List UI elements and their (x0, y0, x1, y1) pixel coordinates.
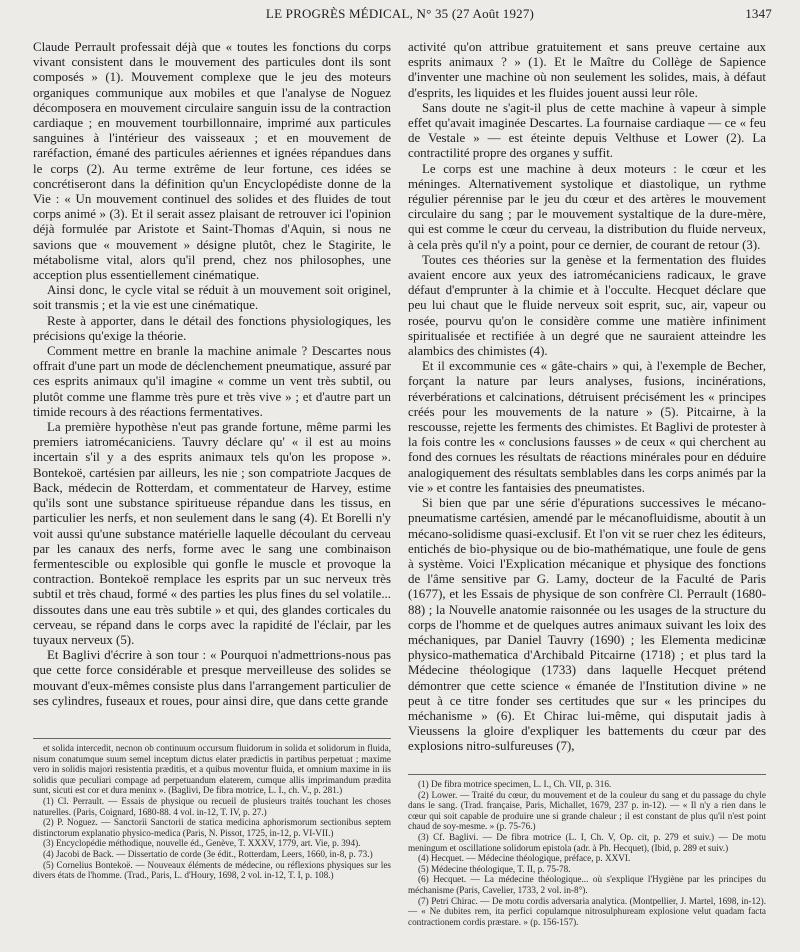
footnote: (1) De fibra motrice specimen, L. I., Ch. VII, p. 316. (418, 779, 612, 789)
paragraph: Toutes ces théories sur la genèse et la fermentation des fluides avaient encore aux yeux des iatromécaniciens radicaux, le grave défaut d'emprunter à la chimie et à l'occulte. Hecquet déclare que peu lui chaut que le fluide nerveux soit esprit, suc, air, vapeur ou rosée, pourvu qu'on le considère comme une matière infiniment spiritualisée et rectifiée à un degré que ne sauraient atteindre les alambics des chimistes (4). (408, 252, 766, 359)
paragraph: La première hypothèse n'eut pas grande fortune, même parmi les premiers iatromécaniciens. Tauvry déclare qu' « il est au moins incertain s'il y a des esprits animaux tels qu'on les propose ». Bontekoë, cartésien par ailleurs, les nie ; son compatriote Jacques de Back, médecin de Rotterdam, et commentateur de Harvey, estime qu'ils sont une substance spiritueuse répandue dans les tissus, en particulier les nerfs, et non seulement dans le sang (4). Et Borelli n'y voit aussi qu'une substance matérielle laquelle découlant du cerveau par les canaux des nerfs, forme avec le sang une combinaison fermentescible ou explosible qui gonfle le muscle et provoque la contraction. Bontekoë remplace les esprits par un suc nerveux très subtil et très chaud, formé « des parties les plus fines du sel volatile... dissoutes dans une eau très subtile » et qui, des glandes corticales du cerveau, se répand dans le corps avec la rapidité de l'éclair, par les tuyaux nerveux (5). (33, 420, 391, 647)
footnote: (3) Encyclopédie méthodique, nouvelle éd., Genève, T. XXXV, 1779, art. Vie, p. 394). (43, 838, 361, 849)
paragraph: Comment mettre en branle la machine animale ? Descartes nous offrait d'une part un mode de déclenchement pneumatique, assuré par ces esprits animaux qu'il imagine « comme un vent très subtil, ou plutôt comme une flamme très pure et très vive » ; et d'autre part un timide recours à des réactions fermentatives. (33, 344, 391, 419)
footnote: (5) Médecine théologique, T. II, p. 75-78. (418, 863, 571, 874)
footnote: (4) Jacobi de Back. — Dissertatio de corde (3e édit., Rotterdam, Leers, 1660, in-8, p. 73.) (43, 848, 373, 859)
paragraph: Claude Perrault professait déjà que « toutes les fonctions du corps vivant consistent dans le mouvement des particules dont ils sont composés » (1). Mouvement complexe que le jeu des moteurs organiques communique aux mobiles et que l'analyse de Noguez décomposera en mouvement circulaire sanguin issu de la contraction cardiaque ; en mouvement tourbillonnaire, imprimé aux particules sanguines à l'intérieur des vaisseaux ; et en mouvement de raréfaction, émané des particules aériennes et ignées répandues dans le corps (2). Au terme extrême de leur fortune, ces idées se concrétiseront dans la définition qu'un Encyclopédiste donne de la Vie : « Un mouvement continuel des solides et des fluides de tout corps animé » (3). Et il serait assez plaisant de retrouver ici l'opinion déjà formulée par Aristote et Saint-Thomas d'Aquin, si nous ne savions que « mouvement » désigne plutôt, chez le Stagirite, le métabolisme vital, alors qu'il prend, chez nos philosophes, une acception plus essentiellement cinématique. (33, 40, 391, 283)
footnote: (2) P. Noguez. — Sanctorii Sanctorii de statica medicina aphorismorum sectionibus septem distinctorum explanatio physico-medica (Paris, N. Pissot, 1725, in-12, p. VI-VII.) (33, 817, 391, 838)
footnote-rule (408, 774, 766, 775)
footnote: (1) Cl. Perrault. — Essais de physique ou recueil de plusieurs traités touchant les choses naturelles. (Paris, Coignard, 1680-88. 4 vol. in-12, T. IV, p. 27.) (33, 795, 391, 817)
journal-title: LE PROGRÈS MÉDICAL, N° 35 (27 Août 1927) (265, 6, 535, 21)
footnote: (4) Hecquet. — Médecine théologique, préface, p. XXVI. (418, 853, 631, 864)
page-number: 1347 (745, 6, 772, 21)
paragraph: Le corps est une machine à deux moteurs : le cœur et les méninges. Alternativement systolique et diastolique, un rythme régulier pérennise par le jeu du cœur et des artères le mouvement circulaire du sang ; par le mouvement systaltique de la dure-mère, qui est comme le cœur du cerveau, la distribution du fluide nerveux, à cela près qu'il n'y a point, pour ce dernier, de courant de retour (3). (408, 161, 766, 252)
paragraph: Et il excommunie ces « gâte-chairs » qui, à l'exemple de Becher, forçant la nature par leurs analyses, fusions, incinérations, réverbérations et calcinations, détruisent précisément les « principes créés pour les mouvements de la nature » (5). Pitcairne, à la rescousse, rejette les ferments des chimistes. Et Baglivi de protester à la fois contre les « conclusions fausses » de ceux « qui cherchent au fond des cornues les résultats de réactions minérales pour en déduire analogiquement des résultats semblables dans les corps animés par la vie » et contre les fantaisies des pneumatistes. (408, 359, 766, 495)
running-header (0, 6, 800, 32)
paragraph: Reste à apporter, dans le détail des fonctions physiologiques, les précisions qu'exige la théorie. (33, 313, 391, 343)
left-footnotes (33, 738, 391, 881)
footnote: et solida intercedit, necnon ob continuum occursum fluidorum in solida et solidorum in fluida, nisum conatumque suum semel inceptum dictus elater prædictis in partibus perpetuat ; maxime vero in solidis majori resistentia præditis, et a quibus moventur fluida, et omnium maxime in iis solidis quæ peculiari compage ad perpetuandum elaterem, cumque allis imprimandum prædita sunt, sicuti est cor et dura meninx ». (Baglivi, De fibra motrice, L. I., ch. V., p. 281.) (33, 743, 391, 796)
paragraph: Si bien que par une série d'épurations successives le mécano-pneumatisme cartésien, amendé par le mécanofluidisme, aboutit à un mécano-solidisme quasi-exclusif. Et l'on vit se ruer chez les éditeurs, entichés de bio-physique ou de bio-mathématique, une foule de gens à système. Voici l'Explication mécanique et physique des fonctions de l'âme sensitive par G. Lamy, docteur de la Faculté de Paris (1677), et les Essais de physique de son confrère Cl. Perrault (1680-88) ; la Nouvelle anatomie raisonnée ou les usages de la structure du corps de l'homme et de quelques autres animaux suivant les loix des méchaniques, par Daniel Tauvry (1690) ; les Elementa medicinæ physico-mathematica d'Archibald Pitcairne (1718) ; et plus tard la Médecine théologique (1733) dans laquelle Hecquet prétend démontrer que cette science « émanée de l'Institution divine » ne peut à ce titre fonder ses certitudes que sur « les principes du méchanisme » (6). Et Chirac lui-même, qui disputait jadis à Vieussens la gloire d'expliquer les battements du cœur par des explosions nitro-sulfureuses (7), (408, 496, 766, 754)
right-footnotes (408, 774, 766, 927)
footnote: (5) Cornelius Bontekoë. — Nouveaux éléments de médecine, ou réflexions physiques sur les divers états de l'homme. (Trad., Paris, L. d'Houry, 1698, 2 vol. in-12, T. I, p. 108.) (33, 859, 391, 881)
right-column (408, 40, 766, 755)
footnote: (6) Hecquet. — La médecine théologique... où s'explique l'Hygiène par les principes du méchanisme (Paris, Cavelier, 1733, 2 vol. in-8°). (408, 874, 766, 895)
left-column (33, 40, 391, 709)
paragraph: Ainsi donc, le cycle vital se réduit à un mouvement soit originel, soit transmis ; et la vie est une cinématique. (33, 283, 391, 313)
paragraph: Sans doute ne s'agit-il plus de cette machine à vapeur à simple effet qu'avait imaginée Descartes. La fournaise cardiaque — ce « feu de Vestale » — est éteinte depuis Velthuse et Lower (2). La contractilité propre des organes y suffit. (408, 100, 766, 161)
paragraph: Et Baglivi d'écrire à son tour : « Pourquoi n'admettrions-nous pas que cette force considérable et presque merveilleuse des solides se mouvant d'eux-mêmes consiste plus dans l'arrangement particulier de ses cylindres, fuseaux et roues, pour ainsi dire, que dans cette grande (33, 648, 391, 708)
footnote: (7) Petri Chirac. — De motu cordis adversaria analytica. (Montpellier, J. Martel, 1698, in-12). — « Ne dubites rem, ita perfici copulamque nitrosulphuream explosione velut quadam facta contractionem cordis præstare. » (p. 156-157). (408, 895, 766, 927)
footnote: (2) Lower. — Traité du cœur, du mouvement et de la couleur du sang et du passage du chyle dans le sang. (Trad. française, Paris, Michallet, 1679, 237 p. in-12). — « Il n'y a rien dans le cœur qui soit capable de produire une si grande chaleur ; il est constant de plus qu'il n'est point chaud de soy-mesme. » (p. 75-76.) (408, 789, 766, 832)
footnote: (3) Cf. Baglivi. — De fibra motrice (L. I, Ch. V, Op. cit, p. 279 et suiv.) — De motu meningum et oscillatione solidorum epistola (adr. à Ph. Hecquet), (Ibid, p. 289 et suiv.) (408, 831, 766, 853)
footnote-rule (33, 738, 391, 739)
paragraph: activité qu'on attribue gratuitement et sans preuve certaine aux esprits animaux ? » (1). Et le Maître du Collège de Sapience d'inventer une machine où non seulement les solides, mais, à défaut d'esprits, les liquides et les fluides jouent aussi leur rôle. (408, 40, 766, 100)
